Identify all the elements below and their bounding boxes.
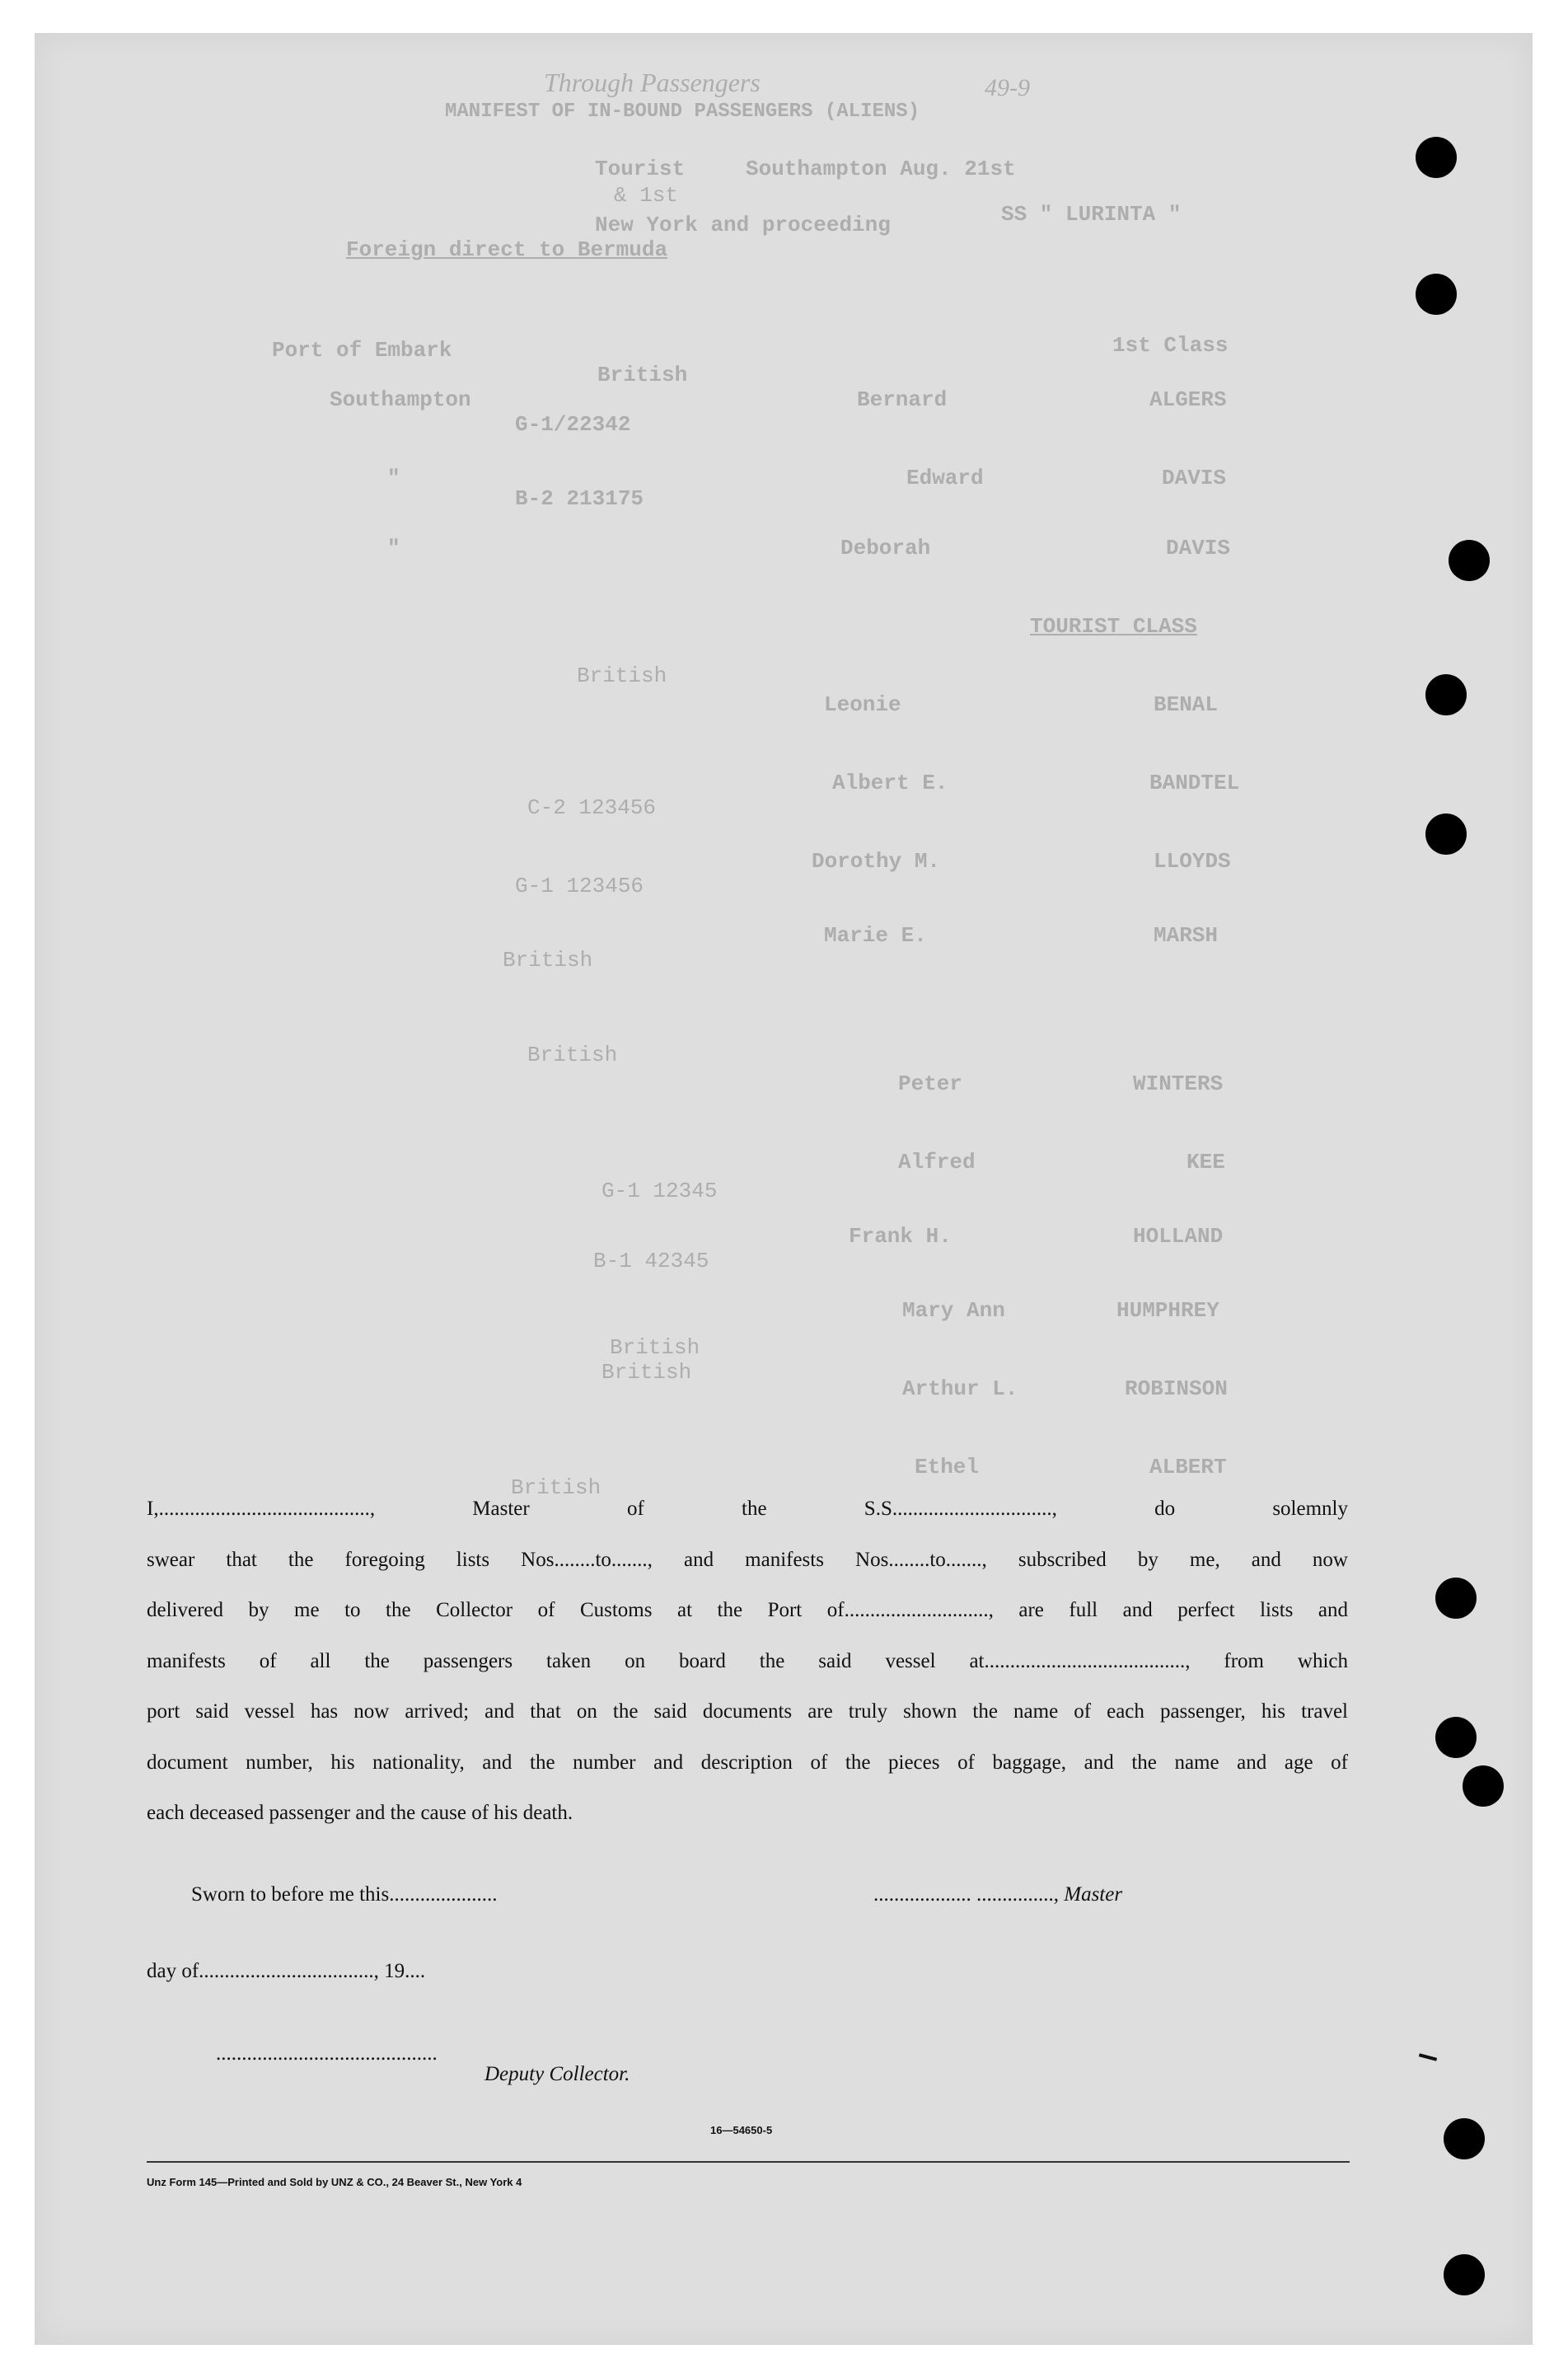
document-sheet <box>35 33 1533 2345</box>
faint-row-surname: HOLLAND <box>1133 1224 1224 1249</box>
punch-hole <box>1444 2254 1485 2295</box>
manifest-title: MANIFEST OF IN-BOUND PASSENGERS (ALIENS) <box>445 101 920 123</box>
oath-line: swear that the foregoing lists Nos........to......., and manifests Nos........to......., subscribed by me, and now <box>147 1548 1348 1571</box>
punch-hole <box>1425 674 1467 715</box>
faint-row-surname: BANDTEL <box>1149 771 1240 795</box>
master-oath <box>147 1484 1348 1839</box>
ship-name: SS " LURINTA " <box>1001 202 1182 227</box>
faint-row-surname: ALGERS <box>1149 387 1227 412</box>
faint-row-given: Albert E. <box>832 771 948 795</box>
faint-row-given: Mary Ann <box>902 1298 1005 1323</box>
faint-row-surname: DAVIS <box>1166 536 1231 560</box>
oath-line: I,........................................., Master of the S.S..............................., do solemnly <box>147 1498 1348 1520</box>
faint-row-port: " <box>387 466 400 490</box>
page-mark: 49-9 <box>985 74 1030 101</box>
faint-row-doc: British <box>511 1475 601 1500</box>
faint-row-doc: British <box>597 363 688 387</box>
faint-row-given: Peter <box>898 1071 963 1096</box>
master-label: Master <box>1064 1883 1123 1906</box>
faint-row-given: Dorothy M. <box>812 849 941 874</box>
punch-hole <box>1435 1578 1477 1619</box>
faint-row-given: Marie E. <box>824 923 927 948</box>
oath-line: port said vessel has now arrived; and that on the said documents are truly shown the name of each passenger, his travel <box>147 1700 1348 1723</box>
form-code: 16—54650-5 <box>710 2124 773 2136</box>
punch-hole <box>1425 813 1467 855</box>
faint-row-surname: BENAL <box>1154 692 1219 717</box>
class-heading: 1st Class <box>1112 333 1229 358</box>
faint-row-surname: KEE <box>1187 1150 1225 1174</box>
sworn-line: Sworn to before me this..................... <box>191 1883 498 1906</box>
faint-row-given: Leonie <box>824 692 901 717</box>
printer-imprint: Unz Form 145—Printed and Sold by UNZ & CO., 24 Beaver St., New York 4 <box>147 2176 522 2188</box>
faint-section-heading: TOURIST CLASS <box>1030 614 1197 639</box>
faint-row-doc: G-1 123456 <box>515 874 644 898</box>
faint-row-surname: ALBERT <box>1149 1455 1227 1479</box>
oath-line: document number, his nationality, and the number and description of the pieces of baggage, and the name and age of <box>147 1751 1348 1774</box>
route-line-2: Foreign direct to Bermuda <box>346 237 668 262</box>
punch-hole <box>1435 1717 1477 1758</box>
port-of-embark-heading: Port of Embark <box>272 338 452 363</box>
punch-hole <box>1444 2118 1485 2159</box>
route-line-1: New York and proceeding <box>595 213 891 237</box>
faint-row-given: Deborah <box>840 536 931 560</box>
oath-line: delivered by me to the Collector of Customs at the Port of............................, are full and perfect lists and <box>147 1599 1348 1621</box>
faint-row-doc: British <box>601 1360 692 1385</box>
punch-hole <box>1463 1765 1504 1807</box>
master-dots: ................... ..............., <box>873 1883 1065 1906</box>
class-note: & 1st <box>614 183 679 208</box>
faint-row-surname: LLOYDS <box>1154 849 1231 874</box>
punch-hole <box>1416 274 1457 315</box>
faint-row-doc: G-1/22342 <box>515 412 631 437</box>
collector-signature-line: ........................................... <box>216 2042 438 2065</box>
faint-row-doc: B-2 213175 <box>515 486 644 511</box>
footer-rule <box>147 2161 1350 2163</box>
oath-line: each deceased passenger and the cause of his death. <box>147 1802 573 1824</box>
faint-row-surname: MARSH <box>1154 923 1219 948</box>
faint-row-doc: British <box>527 1043 618 1067</box>
faint-row-port: " <box>387 536 400 560</box>
faint-row-surname: ROBINSON <box>1125 1376 1228 1401</box>
tourist-label: Tourist <box>595 157 686 181</box>
oath-line: manifests of all the passengers taken on board the said vessel at......................................., from which <box>147 1649 1348 1672</box>
faint-row-given: Ethel <box>915 1455 980 1479</box>
faint-row-doc: British <box>577 663 667 688</box>
faint-row-surname: WINTERS <box>1133 1071 1224 1096</box>
faint-row-given: Frank H. <box>849 1224 952 1249</box>
faint-row-given: Edward <box>906 466 984 490</box>
faint-row-doc: British <box>610 1335 700 1360</box>
faint-row-given: Bernard <box>857 387 948 412</box>
faint-row-doc: British <box>503 948 593 973</box>
faint-row-doc: G-1 12345 <box>601 1179 718 1203</box>
handwritten-header: Through Passengers <box>544 68 761 97</box>
faint-row-doc: B-1 42345 <box>593 1249 709 1273</box>
faint-row-given: Arthur L. <box>902 1376 1018 1401</box>
deputy-collector-label: Deputy Collector. <box>484 2063 630 2085</box>
punch-hole <box>1416 137 1457 178</box>
master-signature-line <box>873 1883 1122 1906</box>
day-of-line: day of.................................., 19.... <box>147 1960 426 1982</box>
faint-row-surname: HUMPHREY <box>1116 1298 1219 1323</box>
punch-hole <box>1449 540 1490 581</box>
faint-row-doc: C-2 123456 <box>527 795 657 820</box>
departure-line: Southampton Aug. 21st <box>746 157 1016 181</box>
faint-row-port: Southampton <box>330 387 471 412</box>
faint-row-given: Alfred <box>898 1150 976 1174</box>
faint-row-surname: DAVIS <box>1162 466 1227 490</box>
